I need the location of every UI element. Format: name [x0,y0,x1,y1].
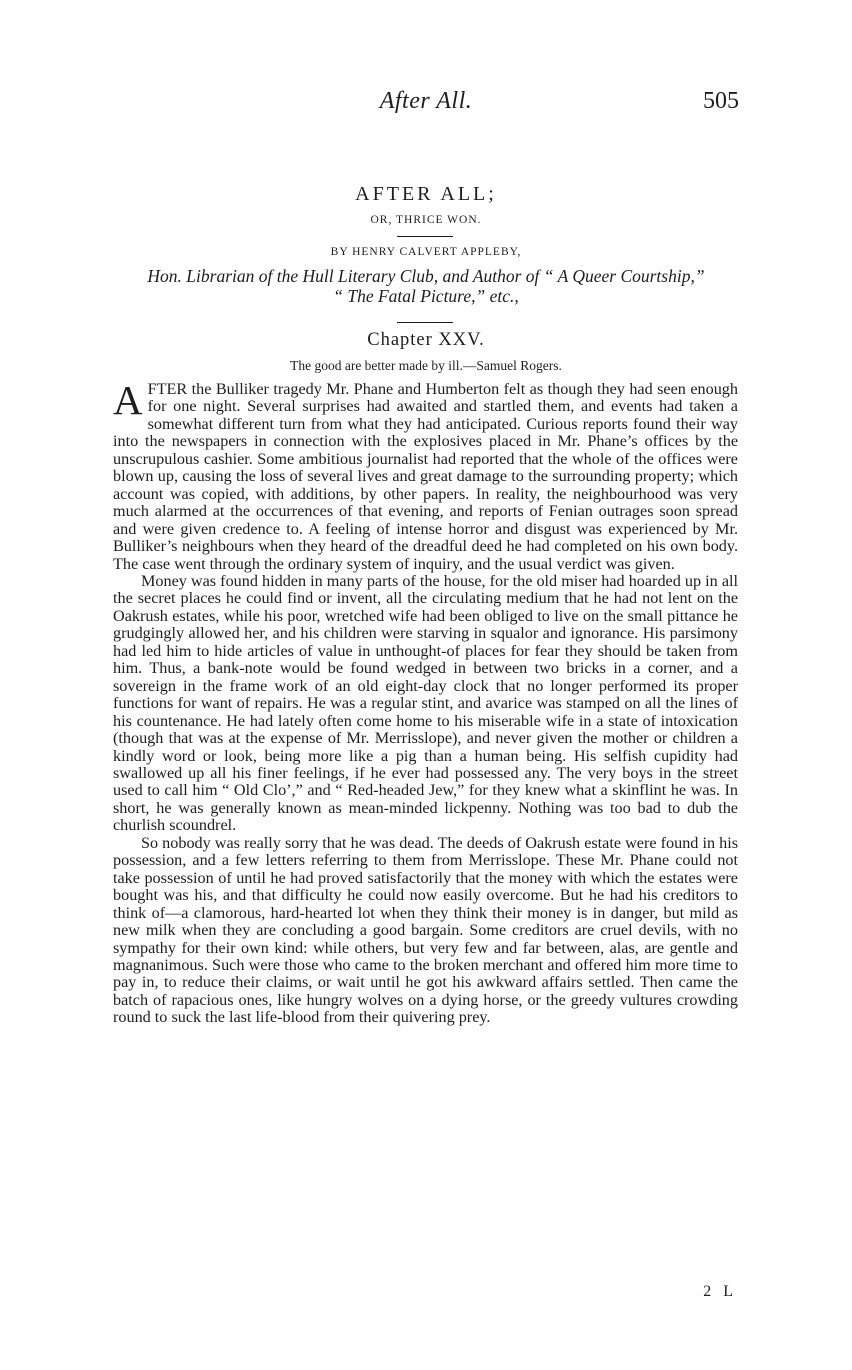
running-title: After All. [379,88,473,114]
story-subtitle: OR, THRICE WON. [370,214,482,226]
chapter-heading: Chapter XXV. [367,330,485,350]
chapter-divider [397,322,453,323]
title-divider [397,236,453,237]
affiliation-line-2: “ The Fatal Picture,” etc., [333,286,519,306]
page-number: 505 [703,88,739,114]
drop-cap: A [113,377,143,423]
article-body [113,377,738,1027]
affiliation-line-1: Hon. Librarian of the Hull Literary Club, and Author of “ A Queer Courtship,” [147,266,705,286]
story-title: AFTER ALL; [355,183,497,205]
author-affiliation [0,266,852,306]
epigraph: The good are better made by ill.—Samuel Rogers. [290,358,562,373]
author-byline: BY HENRY CALVERT APPLEBY, [330,246,522,258]
paragraph-3: So nobody was really sorry that he was dead. The deeds of Oakrush estate were found in his possession, and a few letters referring to them from Merrisslope. These Mr. Phane could not take possession of until he had proved satisfactorily that the money with which the estates were bought was his, and that difficulty he could now easily overcome. But he had his creditors to think of—a clamorous, hard-hearted lot when they think their money is in danger, but mild as new milk when they are concluding a good bargain. Some creditors are cruel devils, with no sympathy for their own kind: while others, but very few and far between, alas, are gentle and magnanimous. Such were those who came to the broken merchant and offered him more time to pay in, to reduce their claims, or wait until he got his awkward affairs settled. Then came the batch of rapacious ones, like hungry wolves on a dying horse, or the greedy vultures crowding round to suck the last life-blood from their quivering prey. [113,833,738,1027]
paragraph-2: Money was found hidden in many parts of the house, for the old miser had hoarded up in all the secret places he could find or invent, all the circulating medium that he had not lent on the Oakrush estates, while his poor, wretched wife had been obliged to live on the small pittance he grudgingly allowed her, and his children were starving in squalor and ignorance. His parsimony had led him to hide articles of value in unthought-of places for fear they should be taken from him. Thus, a bank-note would be found wedged in between two bricks in a corner, and a sovereign in the frame work of an old eight-day clock that no longer performed its proper functions for want of repairs. He was a regular stint, and avarice was stamped on all the lines of his countenance. He had lately often come home to his miserable wife in a state of intoxication (though that was at the expense of Mr. Merrisslope), and never given the mother or children a kindly word or look, being more like a pig than a human being. His selfish cupidity had swallowed up all his finer feelings, if he ever had possessed any. The very boys in the street used to call him “ Old Clo’,” and “ Red-headed Jew,” for they knew what a skinflint he was. In short, he was generally known as mean-minded lickpenny. Nothing was too bad to dub the churlish scoundrel. [113,571,738,835]
printer-signature-mark: 2 L [703,1283,737,1300]
paragraph-1 [113,377,738,573]
paragraph-1-text: FTER the Bulliker tragedy Mr. Phane and Humberton felt as though they had seen enough for one night. Several surprises had awaited and startled them, and events had taken a somewhat different turn from what they had anticipated. Curious reports found their way into the newspapers in connection with the explosives placed in Mr. Phane’s offices by the unscrupulous cashier. Some ambitious journalist had reported that the whole of the offices were blown up, causing the loss of several lives and great damage to the surrounding property; which account was copied, with additions, by other papers. In reality, the neighbourhood was very much alarmed at the occurrences of that evening, and reports of Fenian outrages soon spread and were given credence to. A feeling of intense horror and disgust was experienced by Mr. Bulliker’s neighbours when they heard of the dreadful deed he had completed on his own body. The case went through the ordinary system of inquiry, and the usual verdict was given. [113,380,738,573]
